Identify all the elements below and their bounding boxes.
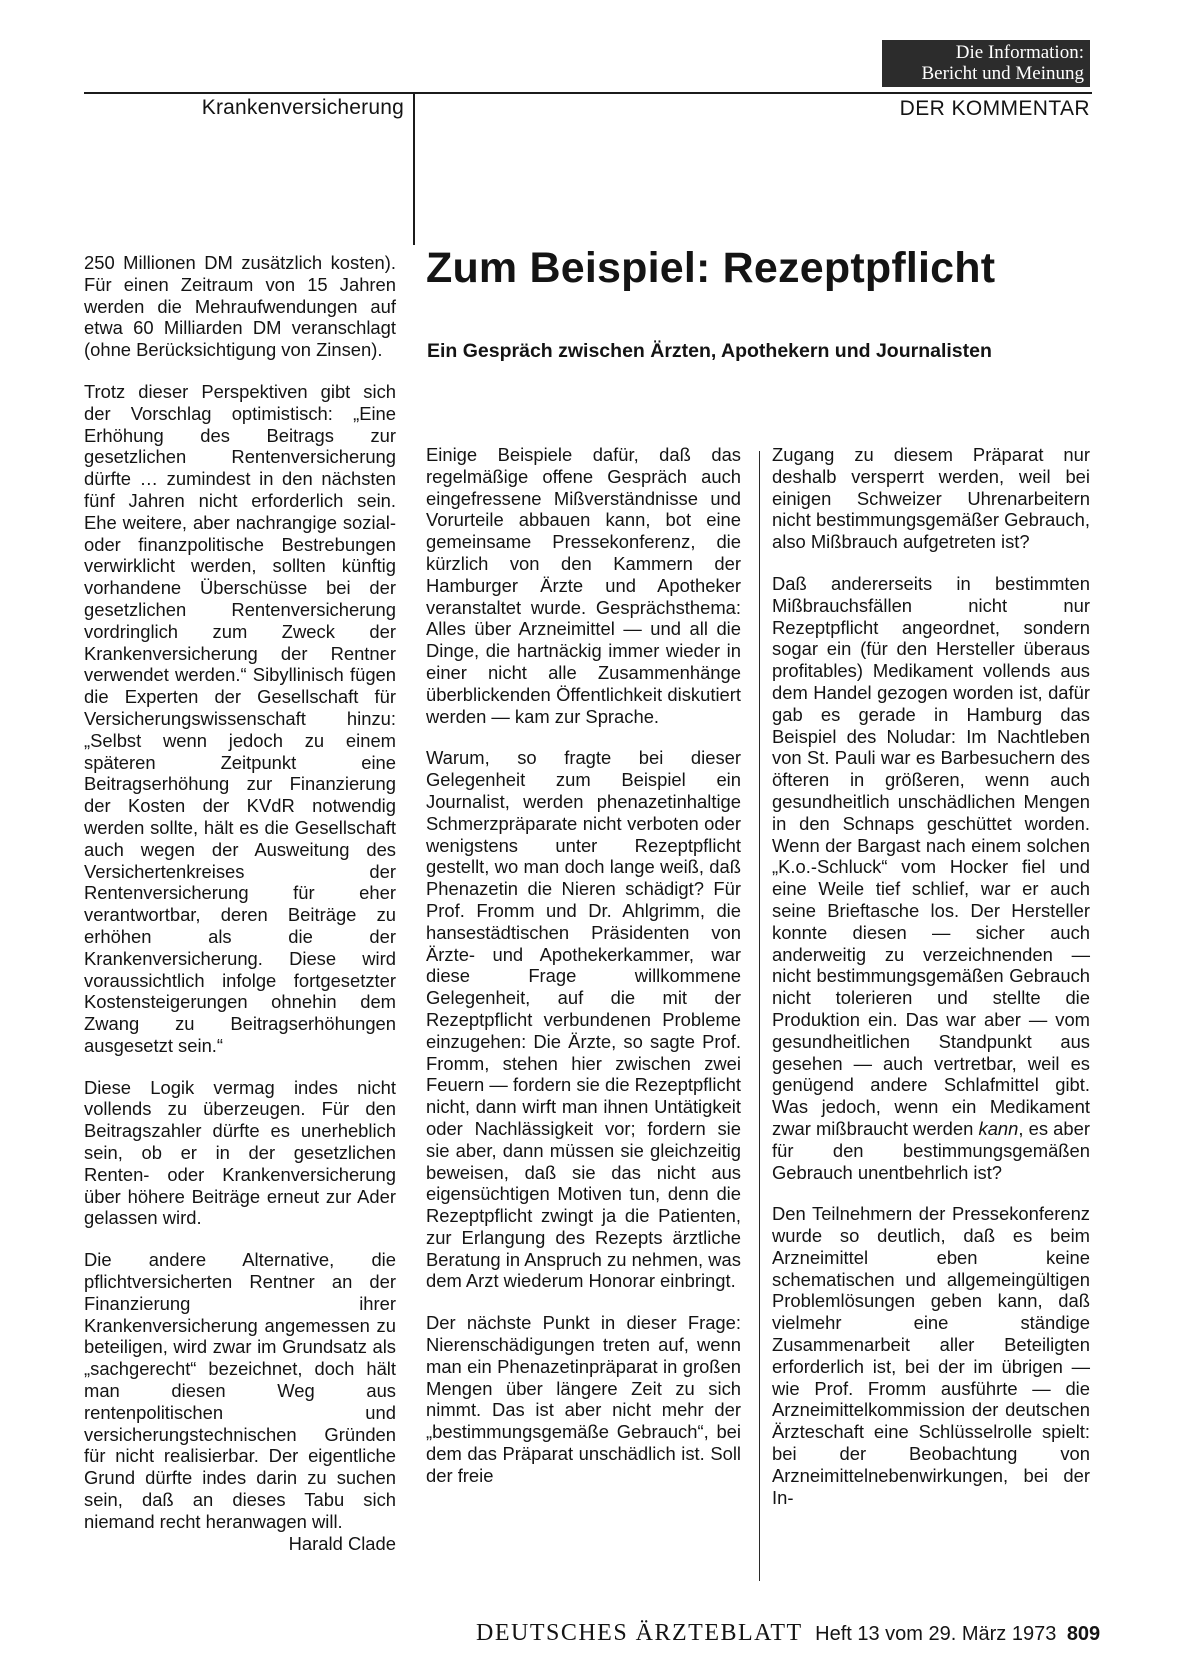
section-label-right: DER KOMMENTAR [899, 97, 1090, 120]
emphasis-kann: kann [978, 1117, 1019, 1139]
middle-paragraph-2: Warum, so fragte bei dieser Gelegenheit zum Beispiel ein Journalist, werden phenazetinhaltige Schmerzpräparate nicht verboten oder wenigstens unter Rezeptpflicht gestellt, wo man doch lange weiß, daß Phenazetin die Nieren schädigt? Für Prof. Fromm und Dr. Ahlgrimm, die hansestädtischen Präsidenten von Ärzte- und Apothekerkammer, war diese Frage willkommene Gelegenheit, auf die mit der Rezeptpflicht verbundenen Probleme einzugehen: Die Ärzte, so sagte Prof. Fromm, stehen hier zwischen zwei Feuern — fordern sie die Rezeptpflicht nicht, dann wirft man ihnen Untätigkeit oder Nachlässigkeit vor; fordern sie sie aber, dann müssen sie gleichzeitig beweisen, daß sie das nicht aus eigensüchtigen Motiven tun, denn die Rezeptpflicht zwingt ja die Patienten, zur Erlangung des Rezepts ärztliche Beratung in Anspruch zu nehmen, was dem Arzt wiederum Honorar einbringt. [426, 747, 741, 1292]
page-number: 809 [1066, 1623, 1101, 1645]
article-column-divider [759, 451, 760, 1581]
right-paragraph-2-part-b: , es aber für den bestimmungsgemäßen Gebrauch unentbehrlich ist? [772, 1117, 1090, 1183]
middle-paragraph-3: Der nächste Punkt in dieser Frage: Nierenschädigungen treten auf, wenn man ein Phenazetinpräparat in großen Mengen über längere Zeit zu sich nimmt. Das ist aber nicht mehr der „bestimmungsgemäße Gebrauch“, bei dem das Präparat unschädlich ist. Soll der freie [426, 1312, 741, 1486]
rubric-line-2: Bericht und Meinung [921, 63, 1084, 84]
right-paragraph-1: Zugang zu diesem Präparat nur deshalb versperrt werden, weil bei einigen Schweizer Uhrenarbeitern nicht bestimmungsgemäßer Gebrauch, also Mißbrauch aufgetreten ist? [772, 444, 1090, 553]
header-column-divider [413, 93, 415, 245]
left-paragraph-4-text: Die andere Alternative, die pflichtversicherten Rentner an der Finanzierung ihrer Krankenversicherung angemessen zu beteiligen, wird zwar im Grundsatz als „sachgerecht“ bezeichnet, doch hält man diesen Weg aus rentenpolitischen und versicherungstechnischen Gründen für nicht realisierbar. Der eigentliche Grund dürfte indes darin zu suchen sein, daß an dieses Tabu sich niemand recht heranwagen will. [84, 1249, 396, 1532]
rubric-badge [882, 40, 1090, 87]
article-column-middle [426, 444, 741, 1487]
publication-name: DEUTSCHES ÄRZTEBLATT [476, 1620, 803, 1646]
section-label-left: Krankenversicherung [201, 96, 404, 119]
article-column-right [772, 444, 1090, 1508]
middle-paragraph-1: Einige Beispiele dafür, daß das regelmäßige offene Gespräch auch eingefressene Mißverständnisse und Vorurteile abbauen kann, bot eine gemeinsame Pressekonferenz, die kürzlich von den Kammern der Hamburger Ärzte und Apotheker veranstaltet wurde. Gesprächsthema: Alles über Arzneimittel — und all die Dinge, die hartnäckig immer wieder in einer nicht alle Zusammenhänge überblickenden Öffentlichkeit diskutiert werden — kam zur Sprache. [426, 444, 741, 727]
page-footer [476, 1620, 1101, 1647]
right-paragraph-2 [772, 573, 1090, 1183]
right-paragraph-2-part-a: Daß andererseits in bestimmten Mißbrauchsfällen nicht nur Rezeptpflicht angeordnet, sondern sogar ein (für den Hersteller überaus profitables) Medikament vollends aus dem Handel gezogen worden ist, dafür gab es gerade in Hamburg das Beispiel des Noludar: Im Nachtleben von St. Pauli war es Barbesuchern des öfteren in größeren, wenn auch gesundheitlich unschädlichen Mengen in den Schnaps geschüttet worden. Wenn der Bargast nach einem solchen „K.o.-Schluck“ vom Hocker fiel und eine Weile tief schlief, war er auch seine Brieftasche los. Der Hersteller konnte diesen — sicher auch anderweitig zu verzeichnenden — nicht bestimmungsgemäßen Gebrauch nicht tolerieren und stellte die Produktion ein. Das war aber — vom gesundheitlichen Standpunkt aus gesehen — auch vertretbar, weil es genügend andere Schlafmittel gibt. Was jedoch, wenn ein Medikament zwar mißbraucht werden [772, 572, 1090, 1139]
header-rule [84, 92, 1092, 94]
right-paragraph-3: Den Teilnehmern der Pressekonferenz wurde so deutlich, daß es beim Arzneimittel eben keine schematischen und allgemeingültigen Problemlösungen geben kann, daß vielmehr eine ständige Zusammenarbeit aller Beteiligten erforderlich ist, bei der im übrigen — wie Prof. Fromm ausführte — die Arzneimittelkommission der deutschen Ärzteschaft eine Schlüsselrolle spielt: bei der Beobachtung von Arzneimittelnebenwirkungen, bei der In- [772, 1203, 1090, 1508]
left-paragraph-4 [84, 1249, 396, 1554]
author-signature: Harald Clade [288, 1532, 396, 1554]
left-column [84, 252, 396, 1554]
left-paragraph-3: Diese Logik vermag indes nicht vollends zu überzeugen. Für den Beitragszahler dürfte es unerheblich sein, ob er in der gesetzlichen Renten- oder Krankenversicherung über höhere Beiträge erneut zur Ader gelassen wird. [84, 1076, 396, 1229]
left-paragraph-2: Trotz dieser Perspektiven gibt sich der Vorschlag optimistisch: „Eine Erhöhung des Beitrags zur gesetzlichen Rentenversicherung dürfte … zumindest in den nächsten fünf Jahren nicht erforderlich sein. Ehe weitere, aber nachrangige sozial- oder finanzpolitische Bestrebungen verwirklicht werden, sollten künftig vorhandene Überschüsse bei der gesetzlichen Rentenversicherung vordringlich zum Zweck der Krankenversicherung der Rentner verwendet werden.“ Sibyllinisch fügen die Experten der Gesellschaft für Versicherungswissenschaft hinzu: „Selbst wenn jedoch zu einem späteren Zeitpunkt eine Beitragserhöhung zur Finanzierung der Kosten der KVdR notwendig werden sollte, hält es die Gesellschaft auch wegen der Ausweitung des Versichertenkreises der Rentenversicherung für eher verantwortbar, deren Beiträge zu erhöhen als die der Krankenversicherung. Diese wird voraussichtlich infolge fortgesetzter Kostensteigerungen ohnehin dem Zwang zu Beitragserhöhungen ausgesetzt sein.“ [84, 380, 396, 1056]
article-subtitle: Ein Gespräch zwischen Ärzten, Apothekern und Journalisten [427, 340, 992, 362]
issue-info: Heft 13 vom 29. März 1973 [815, 1623, 1057, 1645]
rubric-line-1: Die Information: [955, 42, 1084, 63]
left-paragraph-1: 250 Millionen DM zusätzlich kosten). Für einen Zeitraum von 15 Jahren werden die Mehraufwendungen auf etwa 60 Milliarden DM veranschlagt (ohne Berücksichtigung von Zinsen). [84, 252, 396, 361]
article-title: Zum Beispiel: Rezeptpflicht [426, 244, 996, 292]
